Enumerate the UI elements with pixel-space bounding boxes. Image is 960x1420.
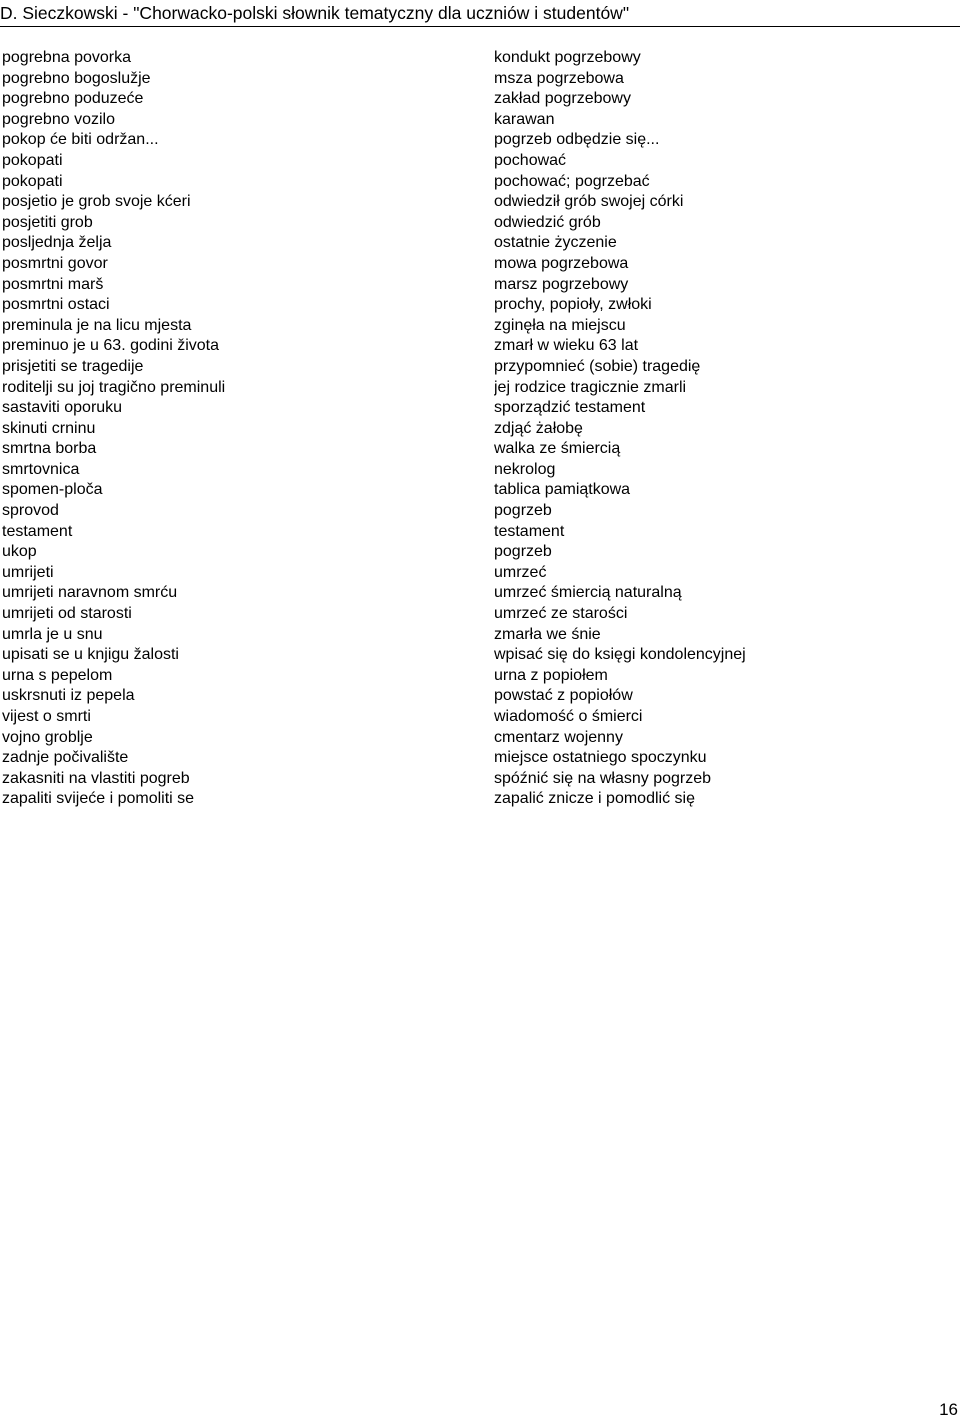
croatian-term: zakasniti na vlastiti pogreb — [2, 769, 190, 787]
croatian-term: umrijeti od starosti — [2, 605, 132, 623]
croatian-term: preminula je na licu mjesta — [2, 316, 192, 334]
polish-translation: sporządzić testament — [494, 399, 646, 417]
croatian-term: preminuo je u 63. godini života — [2, 337, 220, 355]
croatian-term: zadnje počivalište — [2, 749, 129, 767]
polish-column — [494, 48, 954, 810]
polish-translation: odwiedził grób swojej córki — [494, 193, 684, 211]
polish-translation: spóźnić się na własny pogrzeb — [494, 769, 712, 787]
polish-translation: miejsce ostatniego spoczynku — [494, 749, 707, 767]
polish-translation: msza pogrzebowa — [494, 69, 624, 87]
polish-translation: umrzeć ze starości — [494, 605, 628, 623]
polish-translation: ostatnie życzenie — [494, 234, 617, 252]
croatian-term: pogrebno vozilo — [2, 110, 115, 128]
polish-translation: prochy, popioły, zwłoki — [494, 296, 652, 314]
croatian-term: posjetiti grob — [2, 213, 93, 231]
polish-translation: zmarł w wieku 63 lat — [494, 337, 639, 355]
polish-translation: zginęła na miejscu — [494, 316, 626, 334]
polish-translation: testament — [494, 522, 565, 540]
croatian-term: pokopati — [2, 151, 63, 169]
croatian-term: smrtna borba — [2, 440, 97, 458]
polish-translation: pochować; pogrzebać — [494, 172, 650, 190]
croatian-term: vijest o smrti — [2, 708, 91, 725]
croatian-term: pogrebna povorka — [2, 49, 131, 66]
polish-translation: walka ze śmiercią — [494, 440, 621, 458]
croatian-term: spomen-ploča — [2, 481, 103, 499]
polish-translation: karawan — [494, 110, 555, 128]
polish-translation: umrzeć śmiercią naturalną — [494, 584, 682, 602]
croatian-term: vojno groblje — [2, 728, 93, 746]
croatian-term: urna s pepelom — [2, 666, 113, 684]
croatian-term: zapaliti svijeće i pomoliti se — [2, 790, 195, 808]
polish-translation: pogrzeb — [494, 502, 552, 520]
polish-translation: powstać z popiołów — [494, 687, 633, 705]
croatian-term: umrijeti — [2, 563, 54, 581]
polish-translation: zapalić znicze i pomodlić się — [494, 790, 695, 808]
polish-translation: mowa pogrzebowa — [494, 254, 629, 272]
polish-translation: umrzeć — [494, 563, 547, 581]
croatian-term: pogrebno poduzeće — [2, 90, 144, 108]
polish-translation: jej rodzice tragicznie zmarli — [494, 378, 687, 396]
page-number: 16 — [939, 1400, 958, 1419]
polish-translation: marsz pogrzebowy — [494, 275, 629, 293]
croatian-term: roditelji su joj tragično preminuli — [2, 378, 226, 396]
croatian-term: pokop će biti održan... — [2, 131, 159, 149]
page-header-title: D. Sieczkowski - "Chorwacko-polski słownik tematyczny dla uczniów i studentów" — [0, 3, 630, 23]
polish-translation: zdjąć żałobę — [494, 419, 583, 437]
polish-translation: wiadomość o śmierci — [494, 708, 643, 725]
croatian-term: skinuti crninu — [2, 419, 96, 437]
polish-translation: cmentarz wojenny — [494, 728, 623, 746]
croatian-term: uskrsnuti iz pepela — [2, 687, 135, 705]
croatian-term: upisati se u knjigu žalosti — [2, 646, 179, 664]
croatian-term: posmrtni ostaci — [2, 296, 110, 314]
polish-translation: pogrzeb odbędzie się... — [494, 131, 660, 149]
polish-translation: wpisać się do księgi kondolencyjnej — [494, 646, 746, 664]
croatian-term: posmrtni govor — [2, 254, 108, 272]
croatian-term: posmrtni marš — [2, 275, 104, 293]
polish-translation: nekrolog — [494, 460, 556, 478]
polish-translation: pochować — [494, 151, 567, 169]
polish-translation: zakład pogrzebowy — [494, 90, 631, 108]
croatian-term: umrla je u snu — [2, 625, 103, 643]
polish-translation: tablica pamiątkowa — [494, 481, 631, 499]
croatian-term: pogrebno bogoslužje — [2, 69, 151, 87]
polish-translation: urna z popiołem — [494, 666, 608, 684]
croatian-term: ukop — [2, 543, 37, 561]
croatian-term: smrtovnica — [2, 460, 80, 478]
croatian-term: umrijeti naravnom smrću — [2, 584, 178, 602]
croatian-term: sprovod — [2, 502, 59, 520]
croatian-term: prisjetiti se tragedije — [2, 357, 144, 375]
polish-translation: przypomnieć (sobie) tragedię — [494, 357, 701, 375]
polish-translation: odwiedzić grób — [494, 213, 601, 231]
polish-translation: pogrzeb — [494, 543, 552, 561]
croatian-term: posljednja želja — [2, 234, 112, 252]
croatian-term: posjetio je grob svoje kćeri — [2, 193, 191, 211]
polish-translation: kondukt pogrzebowy — [494, 49, 641, 66]
croatian-term: pokopati — [2, 172, 63, 190]
header-rule — [0, 26, 960, 27]
croatian-term: testament — [2, 522, 73, 540]
polish-translation: zmarła we śnie — [494, 625, 601, 643]
croatian-column — [2, 48, 472, 810]
croatian-term: sastaviti oporuku — [2, 399, 123, 417]
